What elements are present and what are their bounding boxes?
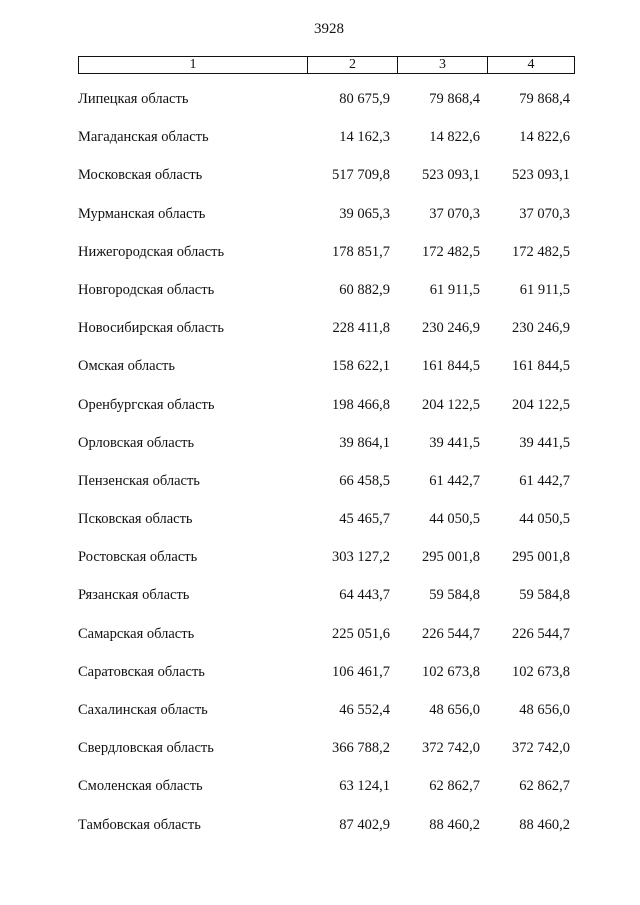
value-col-4: 230 246,9 [512,320,570,337]
value-col-4: 372 742,0 [512,740,570,757]
value-col-4: 172 482,5 [512,243,570,260]
value-col-3: 59 584,8 [429,587,480,604]
value-col-2: 225 051,6 [332,625,390,642]
value-col-4: 61 442,7 [519,472,570,489]
table-row [0,737,640,775]
region-name: Псковская область [78,511,193,528]
value-col-2: 178 851,7 [332,243,390,260]
region-name: Сахалинская область [78,702,208,718]
region-name: Омская область [78,358,175,375]
value-col-2: 46 552,4 [339,702,390,718]
table-row [0,470,640,508]
value-col-2: 106 461,7 [332,663,390,680]
value-col-3: 88 460,2 [429,816,480,833]
value-col-2: 45 465,7 [339,511,390,528]
table-row [0,814,640,852]
table-row [0,88,640,126]
value-col-4: 37 070,3 [519,205,570,222]
region-name: Свердловская область [78,740,214,757]
table-row [0,661,640,699]
value-col-4: 295 001,8 [512,549,570,566]
table-body [0,88,640,852]
value-col-2: 64 443,7 [339,587,390,604]
region-name: Новгородская область [78,281,215,298]
table-row [0,317,640,355]
value-col-2: 39 065,3 [339,205,390,222]
region-name: Саратовская область [78,663,205,680]
value-col-4: 79 868,4 [519,91,570,107]
table-row [0,279,640,317]
value-col-3: 44 050,5 [429,511,480,528]
table-row [0,432,640,470]
value-col-2: 66 458,5 [339,472,390,489]
value-col-3: 48 656,0 [429,702,480,718]
region-name: Московская область [78,167,203,184]
value-col-3: 14 822,6 [429,129,480,146]
table-row [0,699,640,737]
region-name: Пензенская область [78,472,200,489]
region-name: Нижегородская область [78,243,225,260]
value-col-4: 48 656,0 [519,702,570,718]
region-name: Оренбургская область [78,396,215,413]
table-row [0,546,640,584]
header-cell-3: 3 [398,57,488,73]
page-number: 3928 [314,21,344,37]
region-name: Самарская область [78,625,195,642]
value-col-2: 517 709,8 [332,167,390,184]
table-header [78,56,575,74]
table-row [0,394,640,432]
value-col-4: 62 862,7 [519,778,570,795]
value-col-2: 366 788,2 [332,740,390,757]
value-col-4: 44 050,5 [519,511,570,528]
region-name: Орловская область [78,434,195,451]
region-name: Ростовская область [78,549,198,566]
value-col-3: 37 070,3 [429,205,480,222]
value-col-2: 303 127,2 [332,549,390,566]
value-col-3: 61 911,5 [429,281,480,298]
value-col-2: 228 411,8 [332,320,390,337]
header-cell-2: 2 [308,57,398,73]
header-cell-4: 4 [527,57,535,72]
value-col-3: 295 001,8 [422,549,480,566]
value-col-4: 523 093,1 [512,167,570,184]
value-col-3: 172 482,5 [422,243,480,260]
table-row [0,508,640,546]
value-col-3: 102 673,8 [422,663,480,680]
value-col-2: 60 882,9 [339,281,390,298]
value-col-3: 230 246,9 [422,320,480,337]
value-col-2: 63 124,1 [339,778,390,795]
value-col-4: 161 844,5 [512,358,570,375]
value-col-2: 198 466,8 [332,396,390,413]
table-row [0,241,640,279]
table-row [0,164,640,202]
value-col-3: 61 442,7 [429,472,480,489]
region-name: Новосибирская область [78,320,224,337]
value-col-2: 80 675,9 [339,91,390,107]
value-col-3: 161 844,5 [422,358,480,375]
table-row [0,355,640,393]
value-col-3: 372 742,0 [422,740,480,757]
table-row [0,775,640,813]
table-row [0,126,640,164]
value-col-2: 158 622,1 [332,358,390,375]
value-col-3: 204 122,5 [422,396,480,413]
table-row [0,623,640,661]
value-col-3: 523 093,1 [422,167,480,184]
region-name: Мурманская область [78,205,206,222]
value-col-4: 204 122,5 [512,396,570,413]
value-col-3: 226 544,7 [422,625,480,642]
value-col-2: 14 162,3 [339,129,390,146]
value-col-2: 87 402,9 [339,816,390,833]
region-name: Смоленская область [78,778,203,795]
value-col-3: 79 868,4 [429,91,480,107]
value-col-4: 39 441,5 [519,434,570,451]
value-col-4: 226 544,7 [512,625,570,642]
value-col-4: 88 460,2 [519,816,570,833]
region-name: Рязанская область [78,587,190,604]
table-row [0,203,640,241]
region-name: Тамбовская область [78,816,201,833]
value-col-4: 61 911,5 [519,281,570,298]
region-name: Липецкая область [78,91,189,107]
value-col-2: 39 864,1 [339,434,390,451]
region-name: Магаданская область [78,129,209,146]
value-col-4: 14 822,6 [519,129,570,146]
value-col-3: 62 862,7 [429,778,480,795]
value-col-4: 59 584,8 [519,587,570,604]
header-cell-1: 1 [79,57,308,73]
value-col-3: 39 441,5 [429,434,480,451]
value-col-4: 102 673,8 [512,663,570,680]
table-row [0,584,640,622]
